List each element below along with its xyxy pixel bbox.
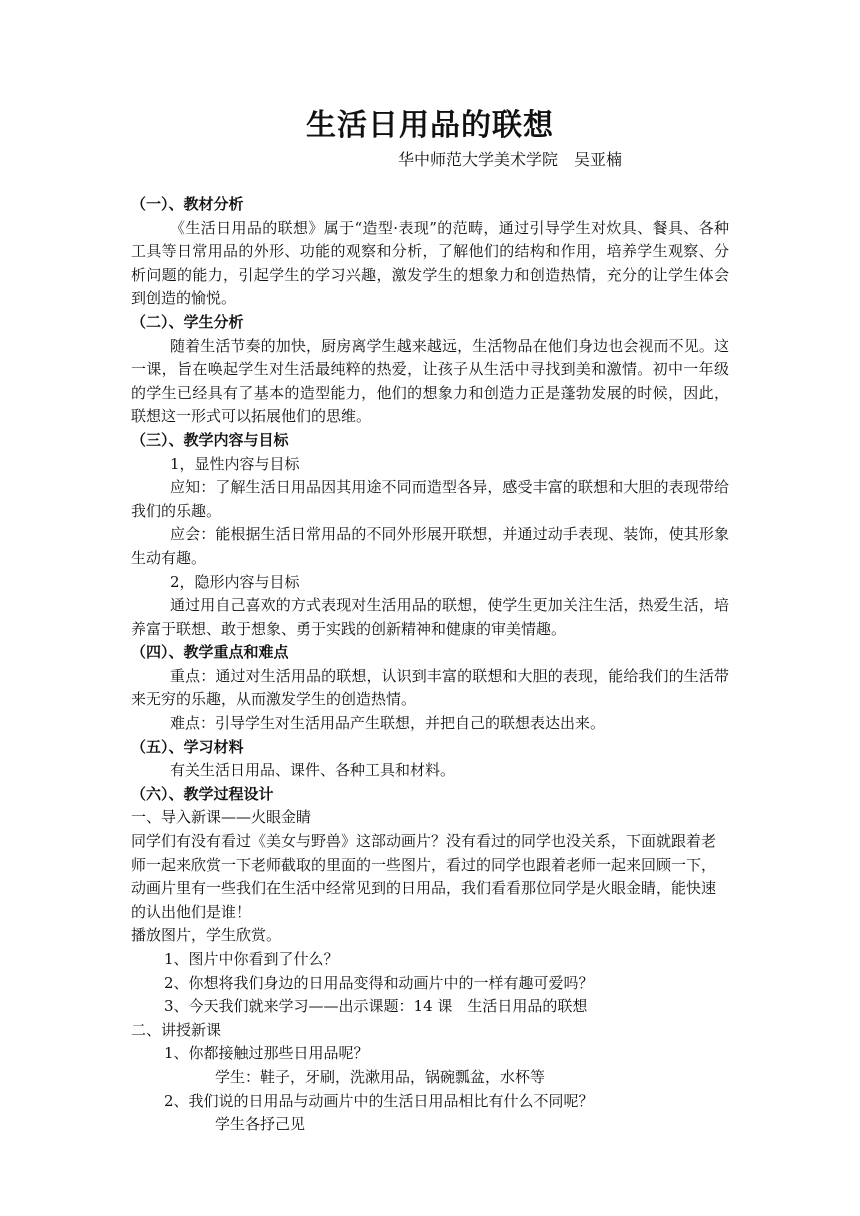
question-item: 1、图片中你看到了什么？	[164, 950, 339, 968]
answer-item: 学生各抒己见	[215, 1115, 306, 1134]
author-line: 华中师范大学美术学院 吴亚楠	[398, 150, 623, 169]
page-title: 生活日用品的联想	[306, 108, 554, 143]
question-item: 1、你都接触过那些日用品呢？	[164, 1044, 369, 1063]
paragraph: 同学们有没有看过《美女与野兽》这部动画片？没有看过的同学也没关系，下面就跟着老师一起来欣赏一下老师截取的里面的一些图片，看过的同学也跟着老师一起来回顾一下，动画片里有一些我们在生活中经常见到的日用品，我们看看那位同学是火眼金睛，能快速的认出他们是谁！	[131, 832, 717, 921]
question-item: 2、你想将我们身边的日用品变得和动画片中的一样有趣可爱吗？	[164, 973, 594, 992]
section-heading-4: （四）、教学重点和难点	[131, 643, 289, 662]
document-body	[131, 193, 729, 1137]
list-item: 1，显性内容与目标	[170, 454, 300, 473]
section-heading-5: （五）、学习材料	[131, 737, 244, 756]
paragraph: 有关生活日用品、课件、各种工具和材料。	[170, 761, 456, 780]
paragraph: 随着生活节奏的加快，厨房离学生越来越远，生活物品在他们身边也会视而不见。这一课，旨在唤起学生对生活最纯粹的热爱，让孩子从生活中寻找到美和激情。初中一年级的学生已经具有了基本的造型能力，他们的想象力和创造力正是蓬勃发展的时候，因此，联想这一形式可以拓展他们的思维。	[131, 336, 729, 426]
paragraph: 应会：能根据生活日常用品的不同外形展开联想，并通过动手表现、装饰，使其形象生动有趣。	[131, 525, 729, 567]
paragraph: 《生活日用品的联想》属于“造型·表现”的范畴，通过引导学生对炊具、餐具、各种工具等日常用品的外形、功能的观察和分析，了解他们的结构和作用，培养学生观察、分析问题的能力，引起学生的学习兴趣，激发学生的想象力和创造热情，充分的让学生体会到创造的愉悦。	[131, 218, 729, 308]
paragraph: 通过用自己喜欢的方式表现对生活用品的联想，使学生更加关注生活，热爱生活，培养富于联想、敢于想象、勇于实践的创新精神和健康的审美情趣。	[131, 596, 729, 638]
step-heading: 二、讲授新课	[131, 1020, 222, 1039]
paragraph: 应知：了解生活日用品因其用途不同而造型各异，感受丰富的联想和大胆的表现带给我们的乐趣。	[131, 478, 729, 520]
list-item: 2，隐形内容与目标	[170, 572, 300, 591]
paragraph: 播放图片，学生欣赏。	[131, 926, 282, 945]
section-heading-3: （三）、教学内容与目标	[131, 430, 289, 449]
question-item: 2、我们说的日用品与动画片中的生活日用品相比有什么不同呢？	[164, 1091, 594, 1110]
answer-item: 学生：鞋子，牙刷，洗漱用品，锅碗瓢盆，水杯等	[215, 1067, 546, 1086]
paragraph: 难点：引导学生对生活用品产生联想，并把自己的联想表达出来。	[170, 714, 606, 733]
section-heading-1: （一）、教材分析	[131, 195, 244, 213]
paragraph: 重点：通过对生活用品的联想，认识到丰富的联想和大胆的表现，能给我们的生活带来无穷的乐趣，从而激发学生的创造热情。	[131, 666, 729, 709]
question-item: 3、今天我们就来学习——出示课题：14 课 生活日用品的联想	[164, 997, 588, 1016]
section-heading-6: （六）、教学过程设计	[131, 784, 274, 803]
section-heading-2: （二）、学生分析	[131, 312, 244, 331]
step-heading: 一、导入新课——火眼金睛	[131, 808, 312, 827]
